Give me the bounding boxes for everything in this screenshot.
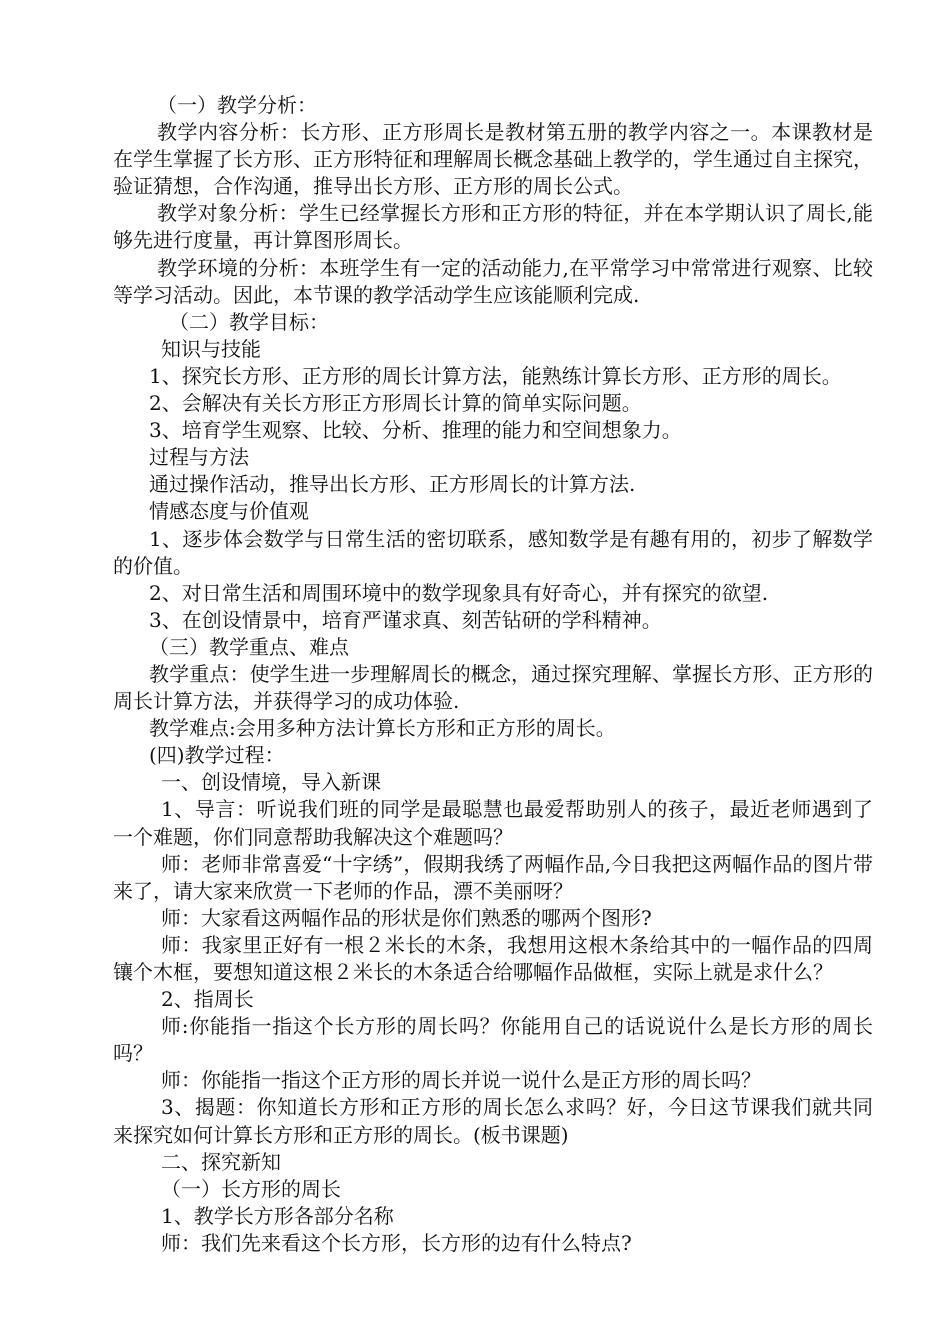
subheading-introduction: 一、创设情境，导入新课: [161, 770, 381, 795]
paragraph-point-1: 师:你能指一指这个长方形的周长吗？你能用自己的话说说什么是长方形的周长吗？: [113, 1014, 873, 1066]
list-item-objective-3: 3、培育学生观察、比较、分析、推理的能力和空间想象力。: [149, 418, 682, 443]
list-item-emotion-1: 1、逐步体会数学与日常生活的密切联系，感知数学是有趣有用的，初步了解数学的价值。: [113, 526, 873, 578]
paragraph-reveal-topic: 3、揭题：你知道长方形和正方形的周长怎么求吗？好，今日这节课我们就共同来探究如何计算长方形和正方形的周长。(板书课题): [113, 1095, 873, 1147]
subheading-rectangle-perimeter: （一）长方形的周长: [161, 1176, 341, 1201]
subheading-knowledge-skills: 知识与技能: [161, 336, 261, 361]
subheading-explore: 二、探究新知: [161, 1149, 281, 1174]
section-heading-key-points: （三）教学重点、难点: [149, 634, 349, 659]
paragraph-intro-3: 师：大家看这两幅作品的形状是你们熟悉的哪两个图形?: [161, 905, 652, 930]
section-heading-process: (四)教学过程：: [149, 743, 285, 768]
paragraph-key-point: 教学重点：使学生进一步理解周长的概念，通过探究理解、掌握长方形、正方形的周长计算方法，并获得学习的成功体验.: [113, 661, 873, 714]
subheading-emotion-values: 情感态度与价值观: [149, 499, 309, 524]
paragraph-rectangle-question: 师：我们先来看这个长方形，长方形的边有什么特点?: [161, 1230, 632, 1255]
paragraph-student-analysis: 教学对象分析：学生已经掌握长方形和正方形的特征，并在本学期认识了周长,能够先进行度量，再计算图形周长。: [113, 201, 873, 253]
paragraph-rectangle-parts: 1、教学长方形各部分名称: [161, 1203, 394, 1228]
paragraph-intro-2: 师：老师非常喜爱“十字绣”，假期我绣了两幅作品,今日我把这两幅作品的图片带来了，请大家来欣赏一下老师的作品，漂不美丽呀？: [113, 851, 873, 903]
subheading-point-perimeter: 2、指周长: [161, 987, 254, 1012]
paragraph-intro-1: 1、导言：听说我们班的同学是最聪慧也最爱帮助别人的孩子，最近老师遇到了一个难题，你们同意帮助我解决这个难题吗？: [113, 797, 873, 849]
document-body: [113, 92, 873, 1257]
paragraph-point-2: 师：你能指一指这个正方形的周长并说一说什么是正方形的周长吗？: [161, 1068, 761, 1093]
paragraph-intro-4: 师：我家里正好有一根２米长的木条，我想用这根木条给其中的一幅作品的四周镶个木框，要想知道这根２米长的木条适合给哪幅作品做框，实际上就是求什么？: [113, 932, 873, 984]
paragraph-content-analysis: 教学内容分析：长方形、正方形周长是教材第五册的教学内容之一。本课教材是在学生掌握了长方形、正方形特征和理解周长概念基础上教学的，学生通过自主探究，验证猜想，合作沟通，推导出长方形、正方形的周长公式。: [113, 120, 873, 199]
paragraph-process-method: 通过操作活动，推导出长方形、正方形周长的计算方法.: [149, 472, 636, 497]
list-item-objective-2: 2、会解决有关长方形正方形周长计算的简单实际问题。: [149, 391, 642, 416]
section-heading-analysis: （一）教学分析：: [157, 93, 317, 117]
paragraph-environment-analysis: 教学环境的分析：本班学生有一定的活动能力,在平常学习中常常进行观察、比较等学习活动。因此，本节课的教学活动学生应该能顺利完成.: [113, 255, 873, 307]
list-item-objective-1: 1、探究长方形、正方形的周长计算方法，能熟练计算长方形、正方形的周长。: [149, 363, 842, 388]
subheading-process-method: 过程与方法: [149, 445, 249, 470]
section-heading-objectives: （二）教学目标：: [169, 309, 329, 334]
list-item-emotion-3: 3、在创设情景中，培育严谨求真、刻苦钻研的学科精神。: [149, 607, 662, 632]
list-item-emotion-2: 2、对日常生活和周围环境中的数学现象具有好奇心，并有探究的欲望.: [149, 580, 769, 605]
paragraph-difficult-point: 教学难点:会用多种方法计算长方形和正方形的周长。: [149, 716, 616, 741]
